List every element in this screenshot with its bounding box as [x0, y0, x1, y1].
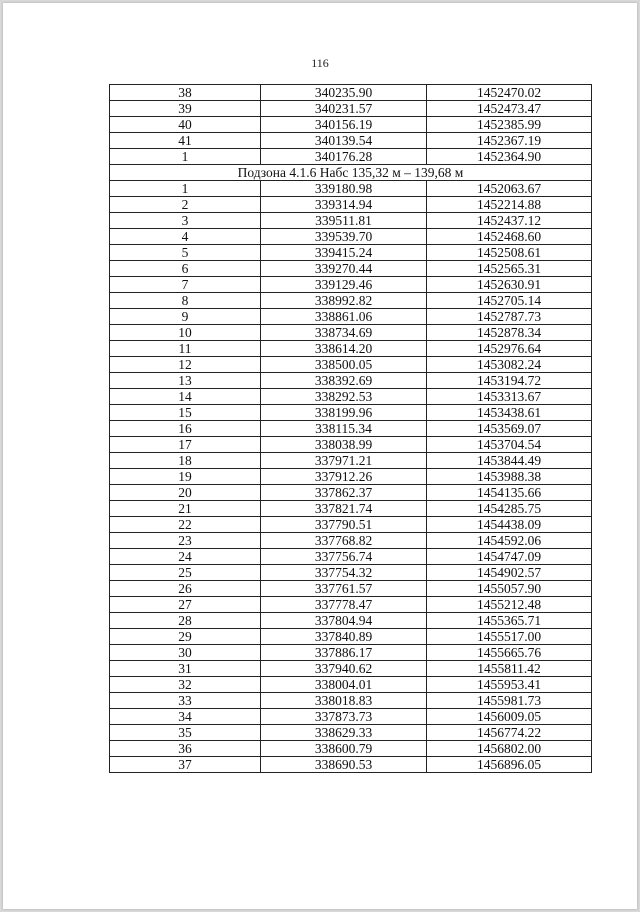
y-coordinate-cell: 1452385.99	[427, 117, 592, 133]
table-row	[110, 373, 592, 389]
table-row	[110, 389, 592, 405]
x-coordinate-cell: 340231.57	[261, 101, 427, 117]
table-row	[110, 117, 592, 133]
x-coordinate-cell: 338500.05	[261, 357, 427, 373]
subzone-header: Подзона 4.1.6 Набс 135,32 м – 139,68 м	[110, 165, 592, 181]
y-coordinate-cell: 1453569.07	[427, 421, 592, 437]
y-coordinate-cell: 1455057.90	[427, 581, 592, 597]
table-row	[110, 453, 592, 469]
y-coordinate-cell: 1454438.09	[427, 517, 592, 533]
table-row	[110, 325, 592, 341]
table-row	[110, 181, 592, 197]
y-coordinate-cell: 1452508.61	[427, 245, 592, 261]
x-coordinate-cell: 338629.33	[261, 725, 427, 741]
x-coordinate-cell: 337804.94	[261, 613, 427, 629]
point-number-cell: 12	[110, 357, 261, 373]
coordinates-table	[109, 84, 592, 773]
y-coordinate-cell: 1453844.49	[427, 453, 592, 469]
point-number-cell: 20	[110, 485, 261, 501]
table-row	[110, 293, 592, 309]
table-row	[110, 661, 592, 677]
point-number-cell: 34	[110, 709, 261, 725]
y-coordinate-cell: 1453313.67	[427, 389, 592, 405]
y-coordinate-cell: 1455212.48	[427, 597, 592, 613]
point-number-cell: 29	[110, 629, 261, 645]
x-coordinate-cell: 337756.74	[261, 549, 427, 565]
y-coordinate-cell: 1453988.38	[427, 469, 592, 485]
point-number-cell: 3	[110, 213, 261, 229]
point-number-cell: 19	[110, 469, 261, 485]
table-row	[110, 245, 592, 261]
y-coordinate-cell: 1452470.02	[427, 85, 592, 101]
y-coordinate-cell: 1455811.42	[427, 661, 592, 677]
point-number-cell: 22	[110, 517, 261, 533]
point-number-cell: 38	[110, 85, 261, 101]
point-number-cell: 36	[110, 741, 261, 757]
y-coordinate-cell: 1454592.06	[427, 533, 592, 549]
x-coordinate-cell: 340176.28	[261, 149, 427, 165]
table-row	[110, 437, 592, 453]
y-coordinate-cell: 1452787.73	[427, 309, 592, 325]
table-row	[110, 341, 592, 357]
table-row	[110, 581, 592, 597]
point-number-cell: 27	[110, 597, 261, 613]
x-coordinate-cell: 338734.69	[261, 325, 427, 341]
point-number-cell: 1	[110, 149, 261, 165]
point-number-cell: 13	[110, 373, 261, 389]
point-number-cell: 37	[110, 757, 261, 773]
x-coordinate-cell: 339511.81	[261, 213, 427, 229]
y-coordinate-cell: 1455665.76	[427, 645, 592, 661]
y-coordinate-cell: 1455517.00	[427, 629, 592, 645]
table-row	[110, 597, 592, 613]
x-coordinate-cell: 338690.53	[261, 757, 427, 773]
y-coordinate-cell: 1456774.22	[427, 725, 592, 741]
table-row	[110, 501, 592, 517]
x-coordinate-cell: 338992.82	[261, 293, 427, 309]
point-number-cell: 6	[110, 261, 261, 277]
table-row	[110, 309, 592, 325]
table-row	[110, 693, 592, 709]
table-row	[110, 725, 592, 741]
point-number-cell: 11	[110, 341, 261, 357]
point-number-cell: 18	[110, 453, 261, 469]
y-coordinate-cell: 1454135.66	[427, 485, 592, 501]
table-row	[110, 677, 592, 693]
x-coordinate-cell: 338115.34	[261, 421, 427, 437]
x-coordinate-cell: 338614.20	[261, 341, 427, 357]
point-number-cell: 33	[110, 693, 261, 709]
x-coordinate-cell: 340139.54	[261, 133, 427, 149]
y-coordinate-cell: 1453194.72	[427, 373, 592, 389]
y-coordinate-cell: 1456802.00	[427, 741, 592, 757]
x-coordinate-cell: 338600.79	[261, 741, 427, 757]
y-coordinate-cell: 1455365.71	[427, 613, 592, 629]
table-row	[110, 213, 592, 229]
y-coordinate-cell: 1454902.57	[427, 565, 592, 581]
table-row	[110, 133, 592, 149]
y-coordinate-cell: 1452468.60	[427, 229, 592, 245]
table-row	[110, 645, 592, 661]
y-coordinate-cell: 1452437.12	[427, 213, 592, 229]
table-row	[110, 549, 592, 565]
point-number-cell: 39	[110, 101, 261, 117]
point-number-cell: 7	[110, 277, 261, 293]
point-number-cell: 23	[110, 533, 261, 549]
x-coordinate-cell: 339415.24	[261, 245, 427, 261]
point-number-cell: 14	[110, 389, 261, 405]
y-coordinate-cell: 1452063.67	[427, 181, 592, 197]
point-number-cell: 21	[110, 501, 261, 517]
point-number-cell: 40	[110, 117, 261, 133]
y-coordinate-cell: 1455953.41	[427, 677, 592, 693]
point-number-cell: 26	[110, 581, 261, 597]
y-coordinate-cell: 1452367.19	[427, 133, 592, 149]
x-coordinate-cell: 339314.94	[261, 197, 427, 213]
table-row	[110, 405, 592, 421]
table-row	[110, 469, 592, 485]
table-row	[110, 629, 592, 645]
x-coordinate-cell: 337971.21	[261, 453, 427, 469]
x-coordinate-cell: 337761.57	[261, 581, 427, 597]
table-row	[110, 757, 592, 773]
y-coordinate-cell: 1452878.34	[427, 325, 592, 341]
page-number: 116	[311, 56, 329, 70]
table-row	[110, 101, 592, 117]
y-coordinate-cell: 1454747.09	[427, 549, 592, 565]
x-coordinate-cell: 338199.96	[261, 405, 427, 421]
x-coordinate-cell: 337840.89	[261, 629, 427, 645]
table-row	[110, 533, 592, 549]
point-number-cell: 1	[110, 181, 261, 197]
y-coordinate-cell: 1453082.24	[427, 357, 592, 373]
point-number-cell: 8	[110, 293, 261, 309]
y-coordinate-cell: 1452976.64	[427, 341, 592, 357]
y-coordinate-cell: 1452214.88	[427, 197, 592, 213]
y-coordinate-cell: 1452565.31	[427, 261, 592, 277]
point-number-cell: 35	[110, 725, 261, 741]
y-coordinate-cell: 1456009.05	[427, 709, 592, 725]
point-number-cell: 30	[110, 645, 261, 661]
point-number-cell: 9	[110, 309, 261, 325]
x-coordinate-cell: 337790.51	[261, 517, 427, 533]
y-coordinate-cell: 1452630.91	[427, 277, 592, 293]
y-coordinate-cell: 1452364.90	[427, 149, 592, 165]
table-row	[110, 261, 592, 277]
point-number-cell: 24	[110, 549, 261, 565]
table-row	[110, 85, 592, 101]
table-row	[110, 197, 592, 213]
y-coordinate-cell: 1453438.61	[427, 405, 592, 421]
table-row	[110, 357, 592, 373]
x-coordinate-cell: 339539.70	[261, 229, 427, 245]
x-coordinate-cell: 337912.26	[261, 469, 427, 485]
x-coordinate-cell: 338038.99	[261, 437, 427, 453]
x-coordinate-cell: 340235.90	[261, 85, 427, 101]
point-number-cell: 16	[110, 421, 261, 437]
x-coordinate-cell: 337778.47	[261, 597, 427, 613]
x-coordinate-cell: 338392.69	[261, 373, 427, 389]
table-row	[110, 229, 592, 245]
y-coordinate-cell: 1455981.73	[427, 693, 592, 709]
x-coordinate-cell: 339180.98	[261, 181, 427, 197]
point-number-cell: 32	[110, 677, 261, 693]
x-coordinate-cell: 338861.06	[261, 309, 427, 325]
x-coordinate-cell: 339129.46	[261, 277, 427, 293]
table-row	[110, 565, 592, 581]
x-coordinate-cell: 337768.82	[261, 533, 427, 549]
point-number-cell: 25	[110, 565, 261, 581]
x-coordinate-cell: 337862.37	[261, 485, 427, 501]
point-number-cell: 41	[110, 133, 261, 149]
x-coordinate-cell: 339270.44	[261, 261, 427, 277]
x-coordinate-cell: 340156.19	[261, 117, 427, 133]
x-coordinate-cell: 337873.73	[261, 709, 427, 725]
point-number-cell: 28	[110, 613, 261, 629]
point-number-cell: 17	[110, 437, 261, 453]
table-row	[110, 613, 592, 629]
x-coordinate-cell: 338292.53	[261, 389, 427, 405]
coordinates-table-body	[110, 85, 592, 773]
point-number-cell: 10	[110, 325, 261, 341]
x-coordinate-cell: 337821.74	[261, 501, 427, 517]
table-row	[110, 149, 592, 165]
x-coordinate-cell: 338018.83	[261, 693, 427, 709]
table-row	[110, 421, 592, 437]
point-number-cell: 2	[110, 197, 261, 213]
table-row	[110, 741, 592, 757]
x-coordinate-cell: 337940.62	[261, 661, 427, 677]
table-row	[110, 485, 592, 501]
x-coordinate-cell: 337886.17	[261, 645, 427, 661]
y-coordinate-cell: 1452473.47	[427, 101, 592, 117]
x-coordinate-cell: 338004.01	[261, 677, 427, 693]
table-row	[110, 709, 592, 725]
y-coordinate-cell: 1456896.05	[427, 757, 592, 773]
y-coordinate-cell: 1453704.54	[427, 437, 592, 453]
table-row	[110, 277, 592, 293]
point-number-cell: 5	[110, 245, 261, 261]
point-number-cell: 15	[110, 405, 261, 421]
x-coordinate-cell: 337754.32	[261, 565, 427, 581]
y-coordinate-cell: 1454285.75	[427, 501, 592, 517]
point-number-cell: 31	[110, 661, 261, 677]
table-row	[110, 517, 592, 533]
point-number-cell: 4	[110, 229, 261, 245]
y-coordinate-cell: 1452705.14	[427, 293, 592, 309]
subzone-header-row	[110, 165, 592, 181]
document-page	[3, 3, 637, 909]
